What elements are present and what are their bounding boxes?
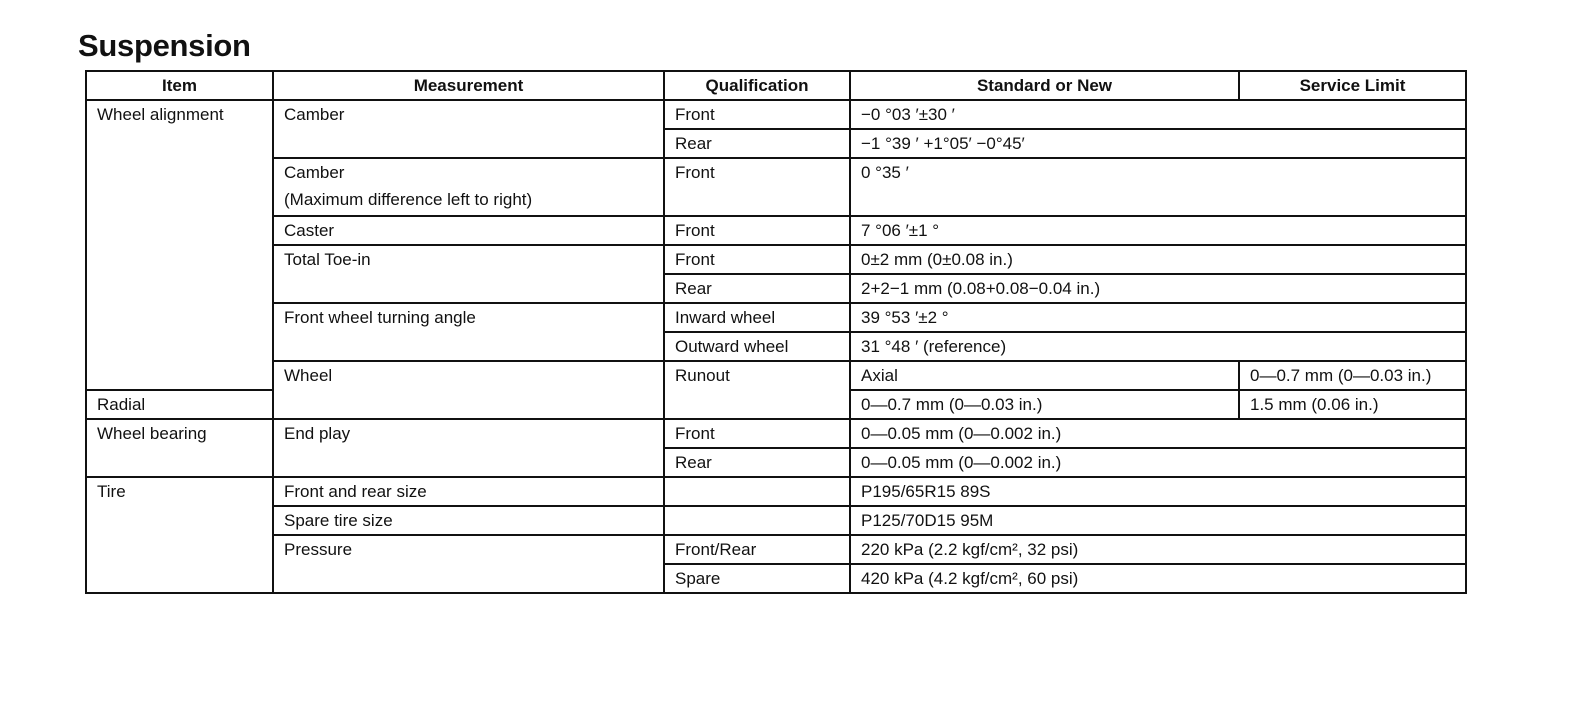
standard-cell: 0—0.05 mm (0—0.002 in.) <box>850 419 1466 448</box>
standard-cell: −1 °39 ′ +1°05′ −0°45′ <box>850 129 1466 158</box>
standard-cell: 0—0.7 mm (0—0.03 in.) <box>850 390 1239 419</box>
standard-cell: 220 kPa (2.2 kgf/cm², 32 psi) <box>850 535 1466 564</box>
qualification-cell <box>664 477 850 506</box>
table-row <box>86 158 1466 216</box>
standard-cell: 420 kPa (4.2 kgf/cm², 60 psi) <box>850 564 1466 593</box>
table-row <box>86 477 1466 506</box>
measurement-camber-difference <box>273 158 664 216</box>
measurement-end-play: End play <box>273 419 664 477</box>
measurement-camber-difference-line2: (Maximum difference left to right) <box>284 190 533 209</box>
standard-cell: 39 °53 ′±2 ° <box>850 303 1466 332</box>
qualification-cell: Front <box>664 216 850 245</box>
item-wheel-alignment: Wheel alignment <box>86 100 273 390</box>
measurement-runout: Runout <box>664 361 850 419</box>
standard-cell: P125/70D15 95M <box>850 506 1466 535</box>
header-row <box>86 71 1466 100</box>
measurement-pressure: Pressure <box>273 535 664 593</box>
qualification-cell <box>664 506 850 535</box>
table-row <box>86 361 1466 390</box>
qualification-cell: Inward wheel <box>664 303 850 332</box>
qualification-cell: Axial <box>850 361 1239 390</box>
standard-cell: P195/65R15 89S <box>850 477 1466 506</box>
qualification-cell: Rear <box>664 448 850 477</box>
measurement-front-rear-size: Front and rear size <box>273 477 664 506</box>
table-row <box>86 535 1466 564</box>
standard-cell: 0—0.7 mm (0—0.03 in.) <box>1239 361 1466 390</box>
qualification-cell: Front <box>664 245 850 274</box>
page-title: Suspension <box>78 28 251 63</box>
standard-cell: −0 °03 ′±30 ′ <box>850 100 1466 129</box>
suspension-spec-table <box>85 70 1467 594</box>
header-service-limit: Service Limit <box>1239 71 1466 100</box>
table-row <box>86 245 1466 274</box>
measurement-camber-difference-line1: Camber <box>284 163 345 182</box>
qualification-cell: Outward wheel <box>664 332 850 361</box>
table-row <box>86 303 1466 332</box>
measurement-camber: Camber <box>273 100 664 158</box>
standard-cell: 0—0.05 mm (0—0.002 in.) <box>850 448 1466 477</box>
measurement-caster: Caster <box>273 216 664 245</box>
measurement-turning-angle: Front wheel turning angle <box>273 303 664 361</box>
table-row <box>86 419 1466 448</box>
qualification-cell: Front <box>664 100 850 129</box>
standard-cell: 7 °06 ′±1 ° <box>850 216 1466 245</box>
header-qualification: Qualification <box>664 71 850 100</box>
header-standard: Standard or New <box>850 71 1239 100</box>
standard-cell: 2+2−1 mm (0.08+0.08−0.04 in.) <box>850 274 1466 303</box>
qualification-cell: Radial <box>86 390 273 419</box>
table-row <box>86 100 1466 129</box>
qualification-cell: Front <box>664 158 850 216</box>
qualification-cell: Front/Rear <box>664 535 850 564</box>
qualification-cell: Spare <box>664 564 850 593</box>
standard-cell: 0±2 mm (0±0.08 in.) <box>850 245 1466 274</box>
header-item: Item <box>86 71 273 100</box>
qualification-cell: Rear <box>664 274 850 303</box>
item-tire: Tire <box>86 477 273 593</box>
service-limit-cell: 1.5 mm (0.06 in.) <box>1239 390 1466 419</box>
standard-cell: 0 °35 ′ <box>850 158 1466 216</box>
measurement-spare-tire-size: Spare tire size <box>273 506 664 535</box>
qualification-cell: Rear <box>664 129 850 158</box>
table-row <box>86 216 1466 245</box>
measurement-total-toe-in: Total Toe-in <box>273 245 664 303</box>
item-wheel: Wheel <box>273 361 664 419</box>
table-row <box>86 506 1466 535</box>
item-wheel-bearing: Wheel bearing <box>86 419 273 477</box>
qualification-cell: Front <box>664 419 850 448</box>
standard-cell: 31 °48 ′ (reference) <box>850 332 1466 361</box>
header-measurement: Measurement <box>273 71 664 100</box>
